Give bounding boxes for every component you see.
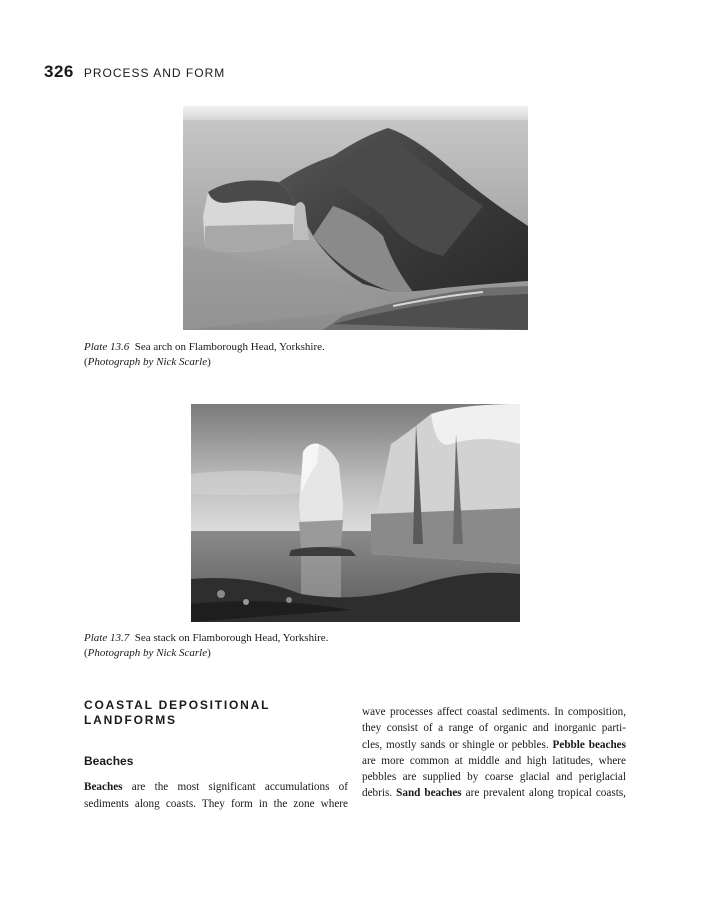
text-run: cles, mostly sands or shingle or pebbles. xyxy=(362,738,553,751)
plate-label: Plate 13.6 xyxy=(84,341,130,353)
term-pebble-beaches: Pebble beaches xyxy=(552,738,627,751)
body-paragraph-right xyxy=(362,704,626,802)
text-run: debris. xyxy=(362,787,397,800)
text-run: are prevalent along tropical coasts, xyxy=(461,787,626,800)
text-line: wave processes affect coastal sediments. In composition, xyxy=(362,706,626,718)
text-line: they consist of a range of organic and inorganic parti- xyxy=(362,722,626,735)
plate-caption-text: Sea stack on Flamborough Head, Yorkshire. xyxy=(134,632,329,644)
photo-credit: Photograph by Nick Scarle xyxy=(87,356,208,368)
sea-stack-image xyxy=(191,404,520,622)
text-line: pebbles are supplied by coarse glacial and periglacial xyxy=(362,771,626,784)
text-line xyxy=(84,779,348,795)
term-beaches: Beaches xyxy=(84,781,123,794)
right-column xyxy=(362,704,626,802)
left-column xyxy=(84,698,348,812)
body-paragraph-left xyxy=(84,779,348,812)
sea-arch-image xyxy=(183,106,528,330)
section-heading-line-2: LANDFORMS xyxy=(84,713,177,727)
plate-label: Plate 13.7 xyxy=(84,632,130,644)
plate-sea-stack-photo xyxy=(191,404,520,622)
text-line: sediments along coasts. They form in the zone where xyxy=(84,797,348,810)
running-head xyxy=(44,62,225,82)
text-run: are the most significant accumulations of xyxy=(122,781,348,794)
section-heading-line-1: COASTAL DEPOSITIONAL xyxy=(84,698,271,712)
page-number: 326 xyxy=(44,62,74,81)
section-heading xyxy=(84,698,348,728)
plate-caption-1 xyxy=(84,340,325,370)
plate-caption-text: Sea arch on Flamborough Head, Yorkshire. xyxy=(134,341,325,353)
text-line: are more common at middle and high latitudes, where xyxy=(362,754,626,767)
plate-sea-arch-photo xyxy=(183,106,528,330)
credit-close-paren: ) xyxy=(207,356,211,368)
plate-caption-2 xyxy=(84,631,328,661)
credit-open-paren: ( xyxy=(84,356,88,368)
photo-credit: Photograph by Nick Scarle xyxy=(87,647,208,659)
credit-open-paren: ( xyxy=(84,647,88,659)
credit-close-paren: ) xyxy=(207,647,211,659)
term-sand-beaches: Sand beaches xyxy=(396,787,462,800)
running-title: PROCESS AND FORM xyxy=(83,66,226,80)
subheading-beaches: Beaches xyxy=(84,754,134,768)
text-line xyxy=(362,737,626,753)
text-line xyxy=(362,785,626,801)
